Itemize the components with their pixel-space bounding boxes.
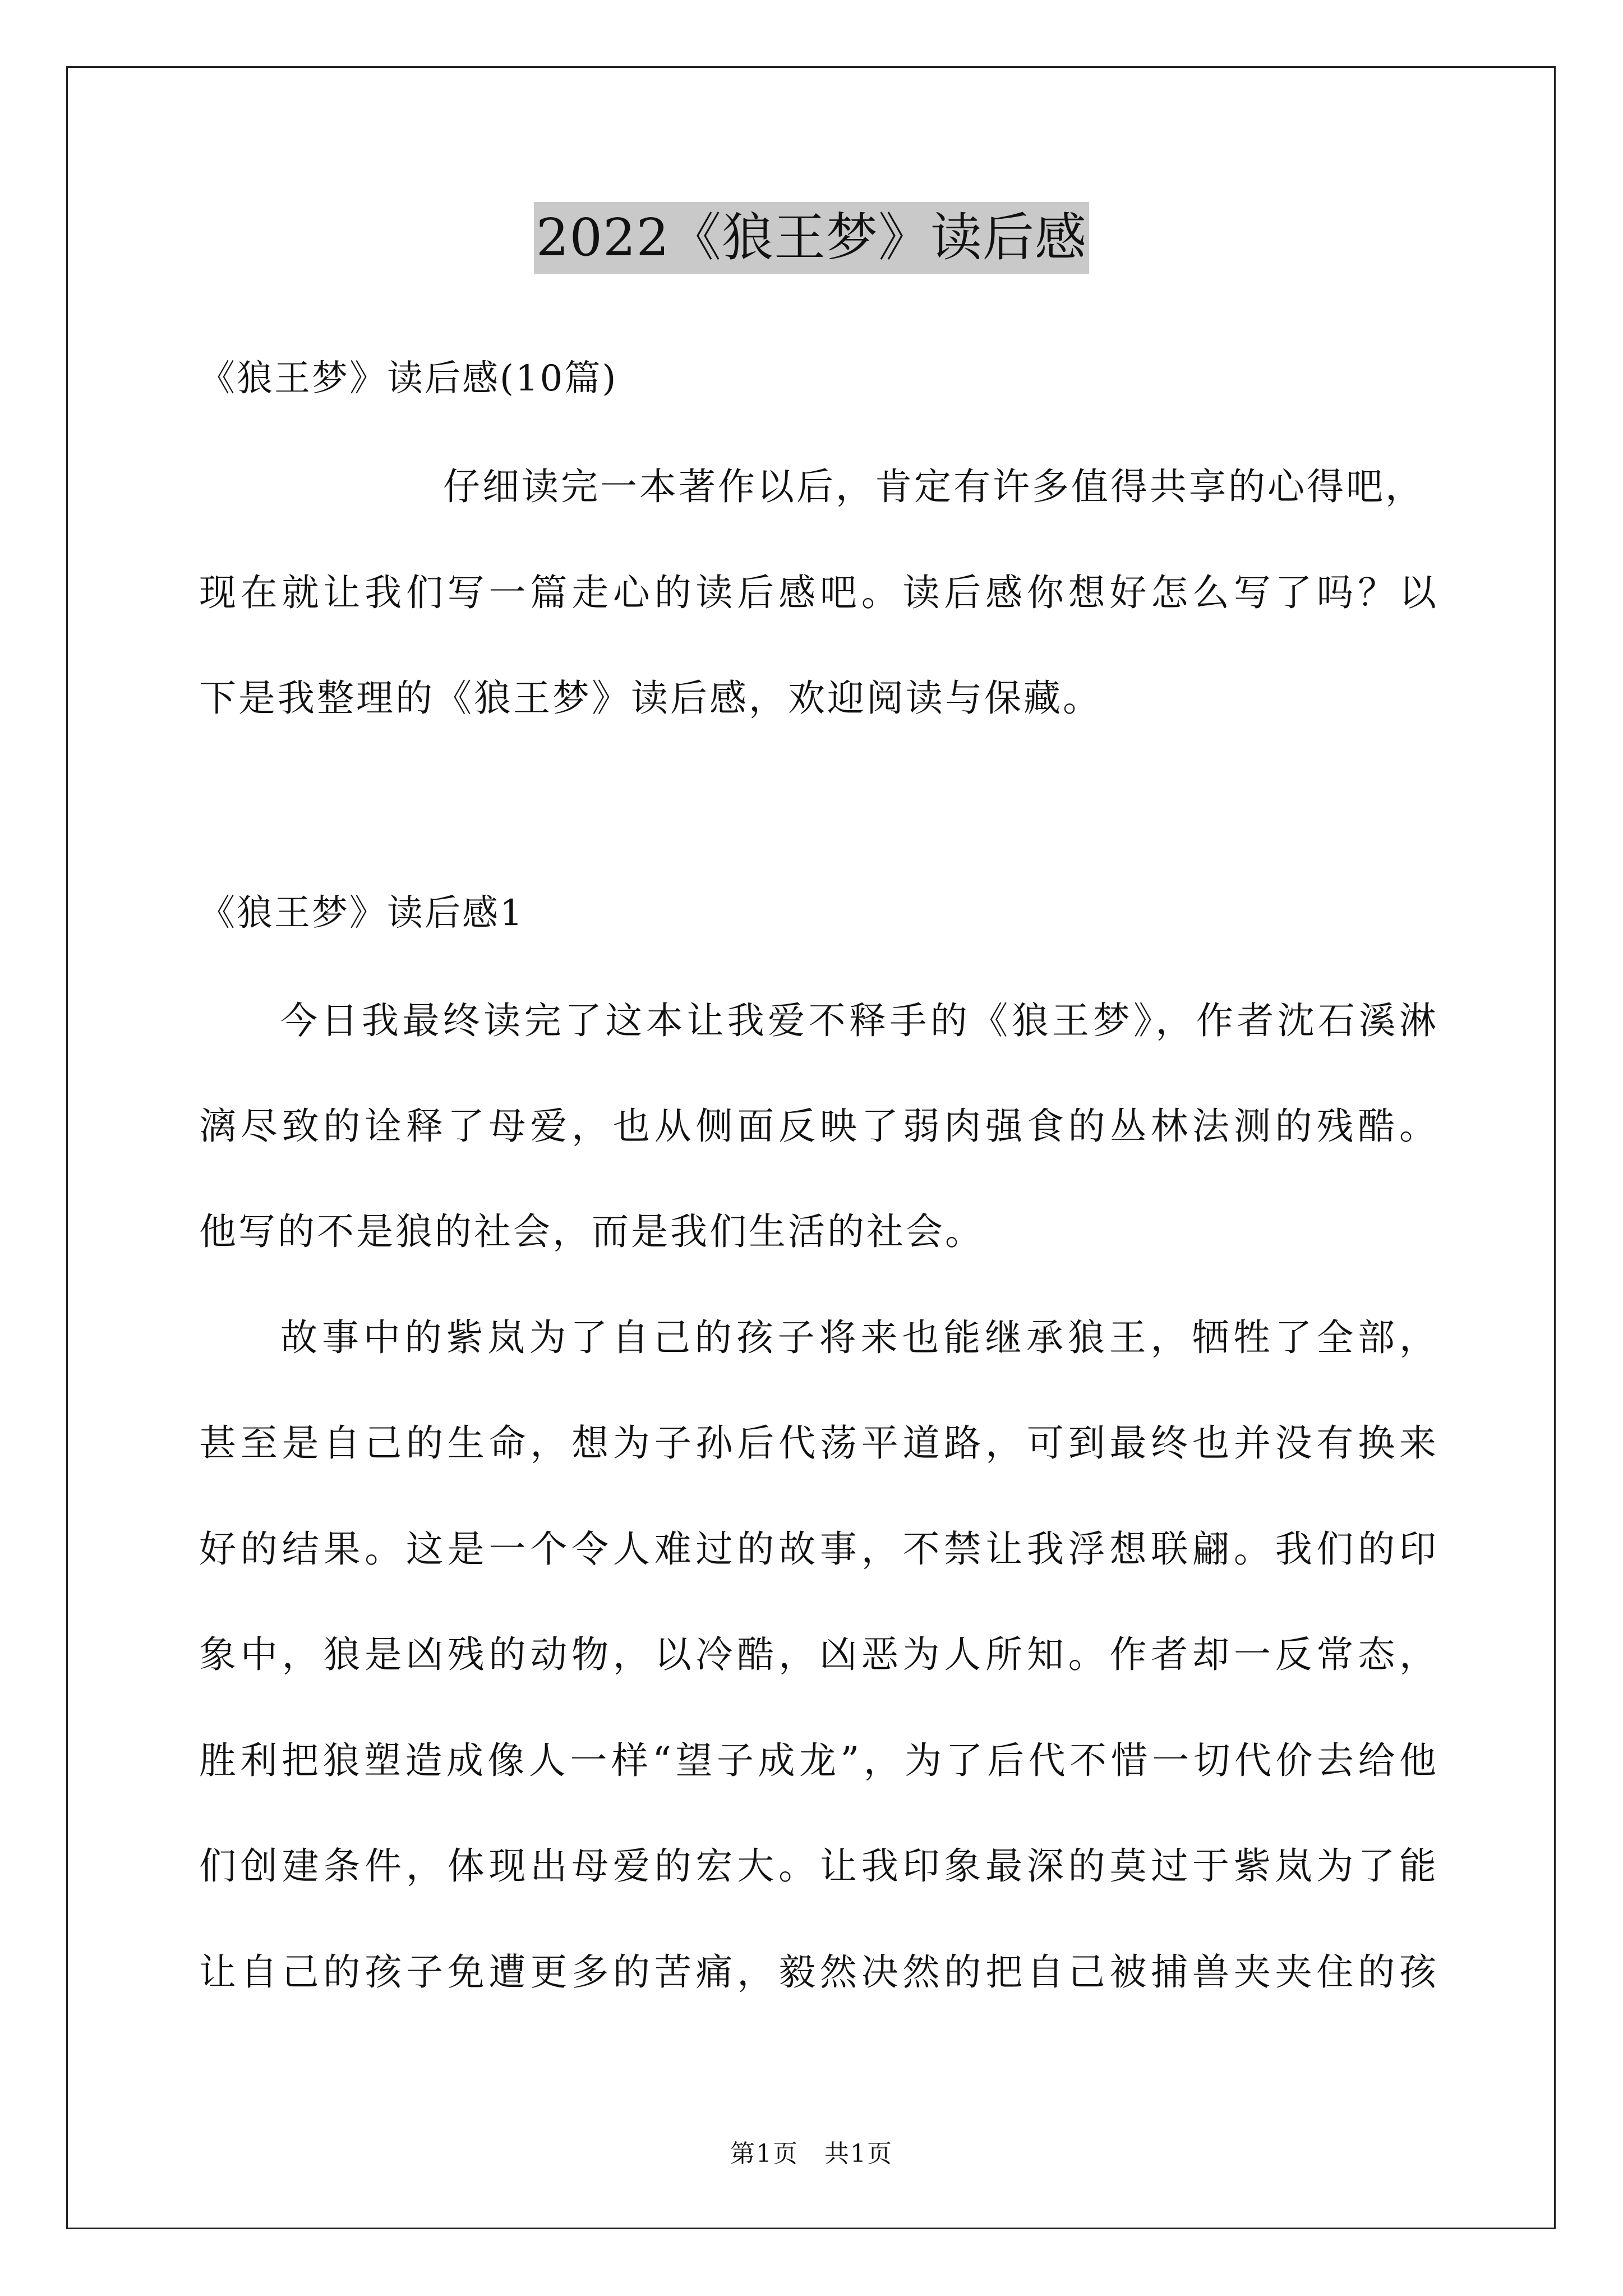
- document-subtitle: 《狼王梦》读后感(10篇): [199, 358, 618, 399]
- paragraph2-line-5: 胜利把狼塑造成像人一样“望子成龙”，为了后代不惜一切代价去给他: [199, 1739, 1438, 1782]
- paragraph2-line-6: 们创建条件，体现出母爱的宏大。让我印象最深的莫过于紫岚为了能: [199, 1844, 1438, 1888]
- section-heading: 《狼王梦》读后感1: [199, 892, 524, 934]
- paragraph2-line-4: 象中，狼是凶残的动物，以冷酷，凶恶为人所知。作者却一反常态，: [199, 1633, 1438, 1676]
- intro-line-3: 下是我整理的《狼王梦》读后感，欢迎阅读与保藏。: [199, 677, 1102, 720]
- paragraph1-line-3: 他写的不是狼的社会，而是我们生活的社会。: [199, 1210, 984, 1253]
- paragraph2-line-3: 好的结果。这是一个令人难过的故事，不禁让我浮想联翩。我们的印: [199, 1527, 1438, 1571]
- paragraph2-line-2: 甚至是自己的生命，想为子孙后代荡平道路，可到最终也并没有换来: [199, 1421, 1438, 1465]
- intro-line-2: 现在就让我们写一篇走心的读后感吧。读后感你想好怎么写了吗？以: [199, 571, 1438, 614]
- title-container: [0, 202, 1623, 274]
- document-title: 2022《狼王梦》读后感: [534, 202, 1089, 274]
- paragraph2-line-1: 故事中的紫岚为了自己的孩子将来也能继承狼王，牺牲了全部，: [280, 1316, 1438, 1359]
- intro-line-1: 仔细读完一本著作以后，肯定有许多值得共享的心得吧，: [443, 465, 1424, 508]
- paragraph1-line-1: 今日我最终读完了这本让我爱不释手的《狼王梦》，作者沈石溪淋: [280, 999, 1438, 1042]
- paragraph1-line-2: 漓尽致的诠释了母爱，也从侧面反映了弱肉强食的丛林法测的残酷。: [199, 1105, 1438, 1148]
- page-number-footer: 第1页 共1页: [730, 2139, 893, 2168]
- paragraph2-line-7: 让自己的孩子免遭更多的苦痛，毅然决然的把自己被捕兽夹夹住的孩: [199, 1950, 1438, 1994]
